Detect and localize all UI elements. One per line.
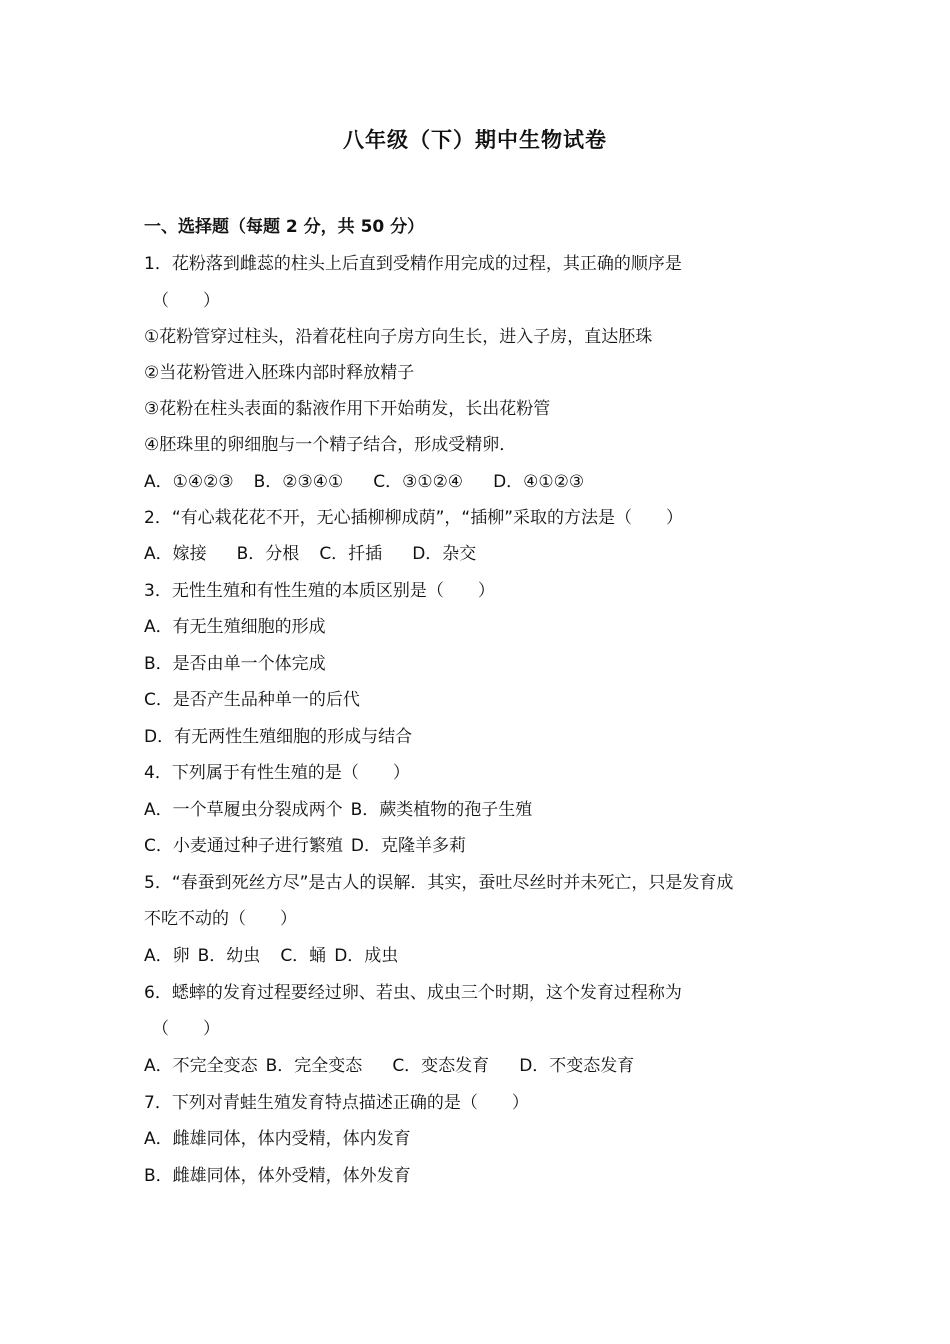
question-6-stem-line1: 6．蟋蟀的发育过程要经过卵、若虫、成虫三个时期，这个发育过程称为 <box>144 983 682 1003</box>
question-5-option-d: D．成虫 <box>334 946 399 966</box>
question-4-options-row2 <box>144 834 466 858</box>
question-4-option-a: A．一个草履虫分裂成两个 <box>144 800 343 820</box>
question-3-option-c: C．是否产生品种单一的后代 <box>144 690 360 710</box>
question-5-stem-line2: 不吃不动的（ ） <box>144 909 297 929</box>
question-5-option-b: B．幼虫 <box>197 946 261 966</box>
question-4-stem: 4．下列属于有性生殖的是（ ） <box>144 763 410 783</box>
question-6-option-b: B．完全变态 <box>265 1056 363 1076</box>
question-2-option-b: B．分根 <box>236 544 300 564</box>
question-3-stem: 3．无性生殖和有性生殖的本质区别是（ ） <box>144 581 495 601</box>
question-2-option-a: A．嫁接 <box>144 544 207 564</box>
question-3-option-d: D．有无两性生殖细胞的形成与结合 <box>144 727 413 747</box>
question-7-option-a: A．雌雄同体，体内受精，体内发育 <box>144 1129 411 1149</box>
question-6-stem-line2: （ ） <box>152 1019 220 1039</box>
question-6-option-a: A．不完全变态 <box>144 1056 258 1076</box>
question-1-option-c: C．③①②④ <box>373 472 464 492</box>
question-1-stem-line1: 1．花粉落到雌蕊的柱头上后直到受精作用完成的过程，其正确的顺序是 <box>144 254 682 274</box>
question-5-option-a: A．卵 <box>144 946 190 966</box>
question-4-option-d: D．克隆羊多莉 <box>350 836 466 856</box>
question-2-options <box>144 542 476 566</box>
question-6-option-c: C．变态发育 <box>392 1056 490 1076</box>
question-1-option-d: D．④①②③ <box>493 472 585 492</box>
question-1-step-1: ①花粉管穿过柱头，沿着花柱向子房方向生长，进入子房，直达胚珠 <box>144 327 653 347</box>
question-5-option-c: C．蛹 <box>280 946 327 966</box>
question-7-option-b: B．雌雄同体，体外受精，体外发育 <box>144 1166 411 1186</box>
question-1-step-2: ②当花粉管进入胚珠内部时释放精子 <box>144 363 415 383</box>
question-1-step-3: ③花粉在柱头表面的黏液作用下开始萌发，长出花粉管 <box>144 399 551 419</box>
question-1-option-a: A．①④②③ <box>144 472 234 492</box>
question-4-option-c: C．小麦通过种子进行繁殖 <box>144 836 343 856</box>
question-3-option-b: B．是否由单一个体完成 <box>144 654 326 674</box>
question-2-option-d: D．杂交 <box>412 544 477 564</box>
question-3-option-a: A．有无生殖细胞的形成 <box>144 617 326 637</box>
question-1-option-b: B．②③④① <box>253 472 344 492</box>
question-1-step-4: ④胚珠里的卵细胞与一个精子结合，形成受精卵． <box>144 435 517 455</box>
question-1-stem-line2: （ ） <box>152 291 220 311</box>
question-5-stem-line1: 5．“春蚕到死丝方尽”是古人的误解．其实，蚕吐尽丝时并未死亡，只是发育成 <box>144 873 734 893</box>
question-7-stem: 7．下列对青蛙生殖发育特点描述正确的是（ ） <box>144 1093 529 1113</box>
question-4-options-row1 <box>144 798 532 822</box>
page-title: 八年级（下）期中生物试卷 <box>343 128 607 152</box>
question-1-options <box>144 470 584 494</box>
question-2-stem: 2．“有心栽花花不开，无心插柳柳成荫”，“插柳”采取的方法是（ ） <box>144 508 684 528</box>
question-5-options <box>144 944 398 968</box>
question-6-option-d: D．不变态发育 <box>519 1056 635 1076</box>
section-heading: 一、选择题（每题 2 分，共 50 分） <box>144 217 425 237</box>
question-6-options <box>144 1054 634 1078</box>
question-4-option-b: B．蕨类植物的孢子生殖 <box>350 800 533 820</box>
question-2-option-c: C．扦插 <box>319 544 383 564</box>
